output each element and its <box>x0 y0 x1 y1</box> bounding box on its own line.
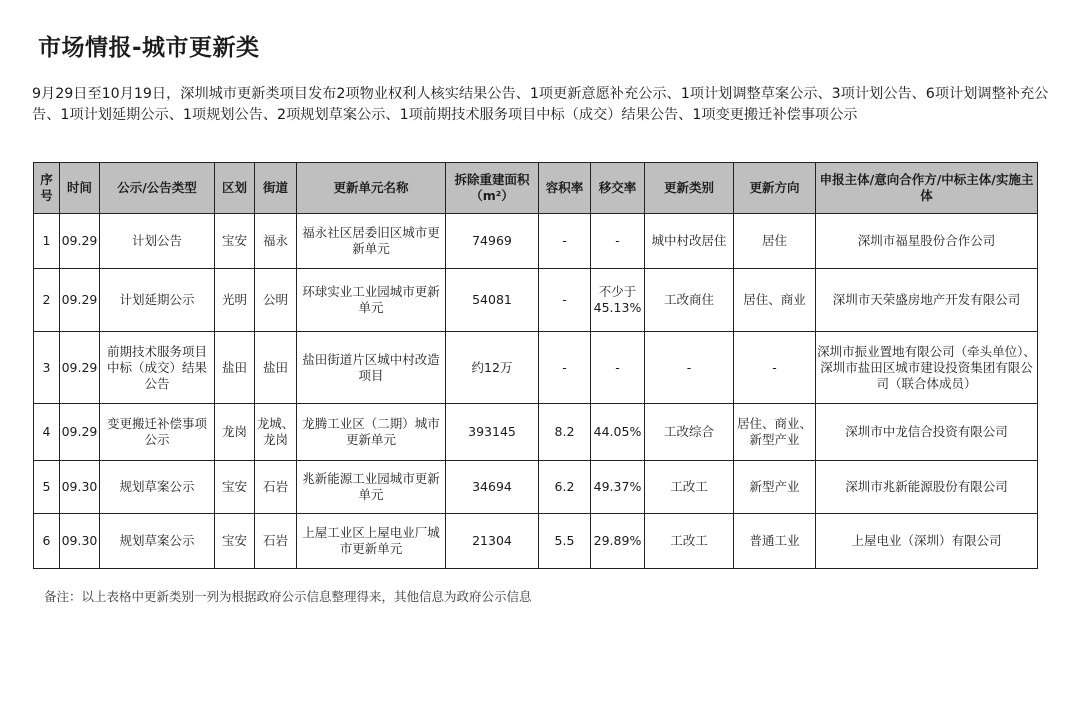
header-date: 时间 <box>60 163 100 214</box>
cell-street: 石岩 <box>255 461 297 514</box>
cell-entity: 深圳市振业置地有限公司（牵头单位）、深圳市盐田区城市建设投资集团有限公司（联合体成员） <box>816 332 1038 404</box>
cell-street: 石岩 <box>255 514 297 569</box>
cell-street: 公明 <box>255 269 297 332</box>
cell-notice-type: 计划公告 <box>100 214 215 269</box>
cell-district: 宝安 <box>215 514 255 569</box>
cell-street: 福永 <box>255 214 297 269</box>
cell-notice-type: 变更搬迁补偿事项公示 <box>100 404 215 461</box>
cell-unit-name: 龙腾工业区（二期）城市更新单元 <box>297 404 446 461</box>
cell-transfer-rate: 29.89% <box>591 514 645 569</box>
cell-direction: 居住 <box>734 214 816 269</box>
cell-area: 34694 <box>446 461 539 514</box>
footnote: 备注：以上表格中更新类别一列为根据政府公示信息整理得来，其他信息为政府公示信息 <box>44 589 532 604</box>
cell-notice-type: 规划草案公示 <box>100 514 215 569</box>
cell-district: 宝安 <box>215 461 255 514</box>
cell-category: 工改工 <box>645 461 734 514</box>
cell-district: 宝安 <box>215 214 255 269</box>
cell-index: 1 <box>34 214 60 269</box>
cell-entity: 深圳市兆新能源股份有限公司 <box>816 461 1038 514</box>
cell-district: 光明 <box>215 269 255 332</box>
header-street: 街道 <box>255 163 297 214</box>
cell-area: 74969 <box>446 214 539 269</box>
cell-category: 工改工 <box>645 514 734 569</box>
cell-date: 09.30 <box>60 461 100 514</box>
header-district: 区划 <box>215 163 255 214</box>
cell-unit-name: 盐田街道片区城中村改造项目 <box>297 332 446 404</box>
cell-transfer-rate: 44.05% <box>591 404 645 461</box>
header-plot-ratio: 容积率 <box>539 163 591 214</box>
cell-category: 工改综合 <box>645 404 734 461</box>
cell-index: 3 <box>34 332 60 404</box>
cell-area: 54081 <box>446 269 539 332</box>
cell-unit-name: 兆新能源工业园城市更新单元 <box>297 461 446 514</box>
header-category: 更新类别 <box>645 163 734 214</box>
header-area: 拆除重建面积（m²） <box>446 163 539 214</box>
cell-street: 龙城、龙岗 <box>255 404 297 461</box>
header-notice-type: 公示/公告类型 <box>100 163 215 214</box>
cell-transfer-rate: 49.37% <box>591 461 645 514</box>
cell-category: 工改商住 <box>645 269 734 332</box>
cell-plot-ratio: 5.5 <box>539 514 591 569</box>
cell-plot-ratio: 8.2 <box>539 404 591 461</box>
cell-direction: 居住、商业、新型产业 <box>734 404 816 461</box>
cell-index: 2 <box>34 269 60 332</box>
header-entity: 申报主体/意向合作方/中标主体/实施主体 <box>816 163 1038 214</box>
header-transfer-rate: 移交率 <box>591 163 645 214</box>
cell-notice-type: 计划延期公示 <box>100 269 215 332</box>
table-row <box>34 332 1038 404</box>
header-index: 序号 <box>34 163 60 214</box>
market-info-table <box>33 162 1038 569</box>
cell-unit-name: 环球实业工业园城市更新单元 <box>297 269 446 332</box>
cell-area: 21304 <box>446 514 539 569</box>
cell-plot-ratio: 6.2 <box>539 461 591 514</box>
cell-direction: - <box>734 332 816 404</box>
intro-paragraph: 9月29日至10月19日，深圳城市更新类项目发布2项物业权利人核实结果公告、1项更新意愿补充公示、1项计划调整草案公示、3项计划公告、6项计划调整补充公告、1项计划延期公示、1项规划公告、2项规划草案公示、1项前期技术服务项目中标（成交）结果公告、1项变更搬迁补偿事项公示 <box>32 86 1049 123</box>
cell-transfer-rate: 不少于45.13% <box>591 269 645 332</box>
cell-entity: 上屋电业（深圳）有限公司 <box>816 514 1038 569</box>
cell-category: 城中村改居住 <box>645 214 734 269</box>
header-direction: 更新方向 <box>734 163 816 214</box>
cell-index: 4 <box>34 404 60 461</box>
table-header-row <box>34 163 1038 214</box>
table-row <box>34 514 1038 569</box>
cell-index: 6 <box>34 514 60 569</box>
cell-transfer-rate: - <box>591 214 645 269</box>
cell-area: 约12万 <box>446 332 539 404</box>
cell-unit-name: 福永社区居委旧区城市更新单元 <box>297 214 446 269</box>
table-row <box>34 461 1038 514</box>
cell-date: 09.30 <box>60 514 100 569</box>
cell-entity: 深圳市天荣盛房地产开发有限公司 <box>816 269 1038 332</box>
cell-category: - <box>645 332 734 404</box>
cell-index: 5 <box>34 461 60 514</box>
cell-direction: 普通工业 <box>734 514 816 569</box>
cell-district: 龙岗 <box>215 404 255 461</box>
cell-direction: 新型产业 <box>734 461 816 514</box>
cell-date: 09.29 <box>60 214 100 269</box>
cell-entity: 深圳市福星股份合作公司 <box>816 214 1038 269</box>
cell-notice-type: 规划草案公示 <box>100 461 215 514</box>
cell-unit-name: 上屋工业区上屋电业厂城市更新单元 <box>297 514 446 569</box>
cell-plot-ratio: - <box>539 214 591 269</box>
cell-district: 盐田 <box>215 332 255 404</box>
cell-notice-type: 前期技术服务项目中标（成交）结果公告 <box>100 332 215 404</box>
page-title: 市场情报-城市更新类 <box>38 35 260 61</box>
cell-transfer-rate: - <box>591 332 645 404</box>
table-row <box>34 269 1038 332</box>
cell-plot-ratio: - <box>539 332 591 404</box>
cell-direction: 居住、商业 <box>734 269 816 332</box>
table-row <box>34 404 1038 461</box>
cell-date: 09.29 <box>60 404 100 461</box>
cell-area: 393145 <box>446 404 539 461</box>
cell-date: 09.29 <box>60 332 100 404</box>
cell-plot-ratio: - <box>539 269 591 332</box>
cell-date: 09.29 <box>60 269 100 332</box>
cell-entity: 深圳市中龙信合投资有限公司 <box>816 404 1038 461</box>
header-unit-name: 更新单元名称 <box>297 163 446 214</box>
cell-street: 盐田 <box>255 332 297 404</box>
table-row <box>34 214 1038 269</box>
